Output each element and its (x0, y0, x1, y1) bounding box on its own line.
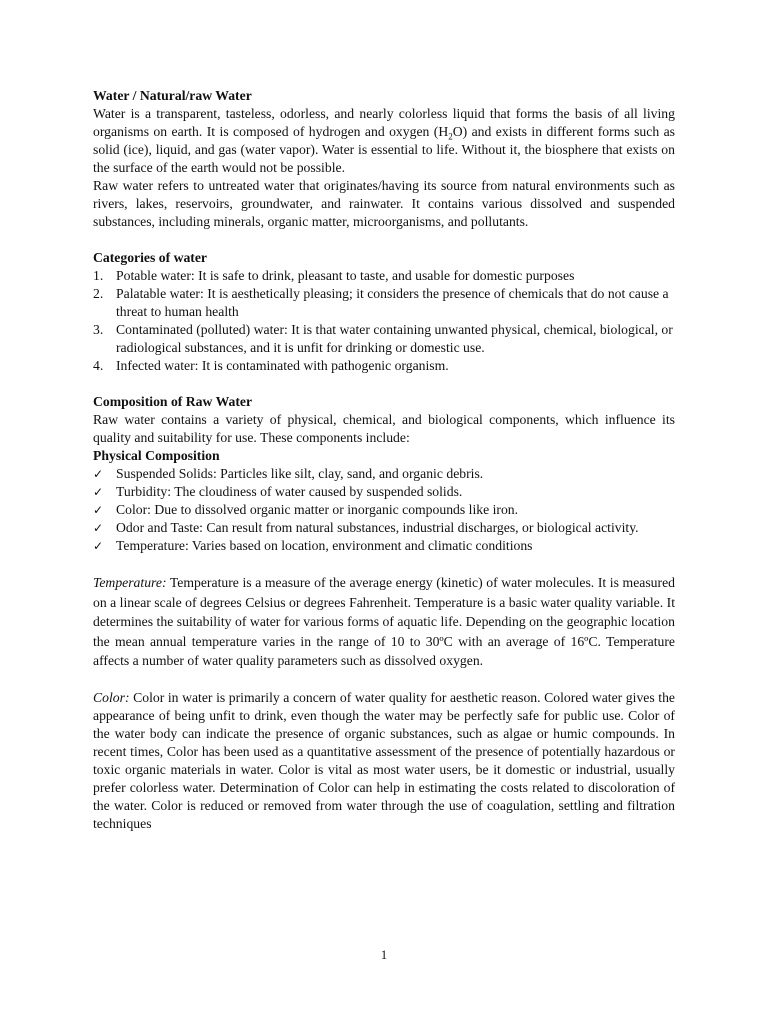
list-item (93, 267, 675, 285)
intro-paragraph-2: Raw water refers to untreated water that originates/having its source from natural environments such as rivers, lakes, reservoirs, groundwater, and rainwater. It contains various dissolved and suspended substances, including minerals, organic matter, microorganisms, and pollutants. (93, 178, 675, 229)
color-paragraph (93, 689, 675, 833)
temperature-label: Temperature: (93, 575, 167, 590)
temperature-text: Temperature is a measure of the average energy (kinetic) of water molecules. It is measured on a linear scale of degrees Celsius or degrees Fahrenheit. Temperature is a basic water quality variable. It determines the suitability of water for various forms of aquatic life. Depending on the geographic location the mean annual temperature varies in the range of 10 to 30ºC with an average of 16ºC. Temperature affects a number of water quality parameters such as dissolved oxygen. (93, 575, 675, 668)
list-item-text: Palatable water: It is aesthetically pleasing; it considers the presence of chemicals that do not cause a threat to human health (116, 286, 669, 319)
color-label: Color: (93, 689, 130, 705)
spacer (93, 555, 675, 573)
list-item (93, 537, 675, 555)
list-item-text: Suspended Solids: Particles like silt, clay, sand, and organic debris. (116, 466, 484, 481)
color-text: Color in water is primarily a concern of water quality for aesthetic reason. Colored water gives the appearance of being unfit to drink, even though the water may be perfectly safe for public use. Color of the water body can indicate the presence of organic substances, such as algae or humic compounds. In recent times, Color has been used as a quantitative assessment of the presence of potentially hazardous or toxic organic materials in water. Color is vital as most water users, be it domestic or industrial, usually prefer colorless water. Determination of Color can help in estimating the costs related to discoloration of the water. Color is reduced or removed from water through the use of coagulation, settling and filtration techniques (93, 689, 675, 831)
intro-paragraph-1 (93, 105, 675, 177)
list-number: 4. (93, 358, 104, 373)
subscript-2: 2 (448, 131, 453, 142)
list-item-text: Infected water: It is contaminated with pathogenic organism. (116, 358, 449, 373)
list-item (93, 321, 675, 357)
list-item (93, 285, 675, 321)
list-item-text: Potable water: It is safe to drink, pleasant to taste, and usable for domestic purposes (116, 268, 575, 283)
checkmark-icon: ✓ (93, 539, 104, 553)
section-title-water: Water / Natural/raw Water (93, 88, 252, 103)
list-item (93, 465, 675, 483)
list-item (93, 519, 675, 537)
spacer (93, 375, 675, 393)
intro-p1-text: Water is a transparent, tasteless, odorless, and nearly colorless liquid that forms the basis of all living organisms on earth. It is composed of hydrogen and oxygen (H (93, 106, 675, 139)
section-title-composition: Composition of Raw Water (93, 394, 253, 409)
list-item (93, 501, 675, 519)
list-number: 2. (93, 286, 104, 301)
page-number: 1 (380, 948, 388, 962)
list-item-text: Contaminated (polluted) water: It is that water containing unwanted physical, chemical, biological, or radiological substances, and it is unfit for drinking or domestic use. (116, 322, 673, 355)
spacer (93, 231, 675, 249)
checkmark-icon: ✓ (93, 521, 104, 535)
subsection-title-physical: Physical Composition (93, 448, 220, 463)
physical-composition-list (93, 465, 675, 555)
checkmark-icon: ✓ (93, 503, 104, 517)
list-item (93, 483, 675, 501)
section-title-categories: Categories of water (93, 250, 208, 265)
list-item-text: Turbidity: The cloudiness of water caused by suspended solids. (116, 484, 463, 499)
list-number: 1. (93, 268, 104, 283)
checkmark-icon: ✓ (93, 485, 104, 499)
spacer (93, 671, 675, 689)
list-number: 3. (93, 322, 104, 337)
list-item-text: Temperature: Varies based on location, environment and climatic conditions (116, 538, 533, 553)
checkmark-icon: ✓ (93, 467, 104, 481)
list-item-text: Color: Due to dissolved organic matter or inorganic compounds like iron. (116, 502, 519, 517)
composition-paragraph: Raw water contains a variety of physical, chemical, and biological components, which influence its quality and suitability for use. These components include: (93, 412, 675, 445)
categories-list (93, 267, 675, 375)
list-item-text: Odor and Taste: Can result from natural substances, industrial discharges, or biological activity. (116, 520, 639, 535)
temperature-paragraph (93, 573, 675, 671)
list-item (93, 357, 675, 375)
intro-p1-rest: O) and exists in different forms such as solid (ice), liquid, and gas (water vapor). Water is essential to life. Without it, the biosphere that exists on the surface of the earth would not be possible. (93, 124, 675, 175)
document-page (93, 87, 675, 833)
